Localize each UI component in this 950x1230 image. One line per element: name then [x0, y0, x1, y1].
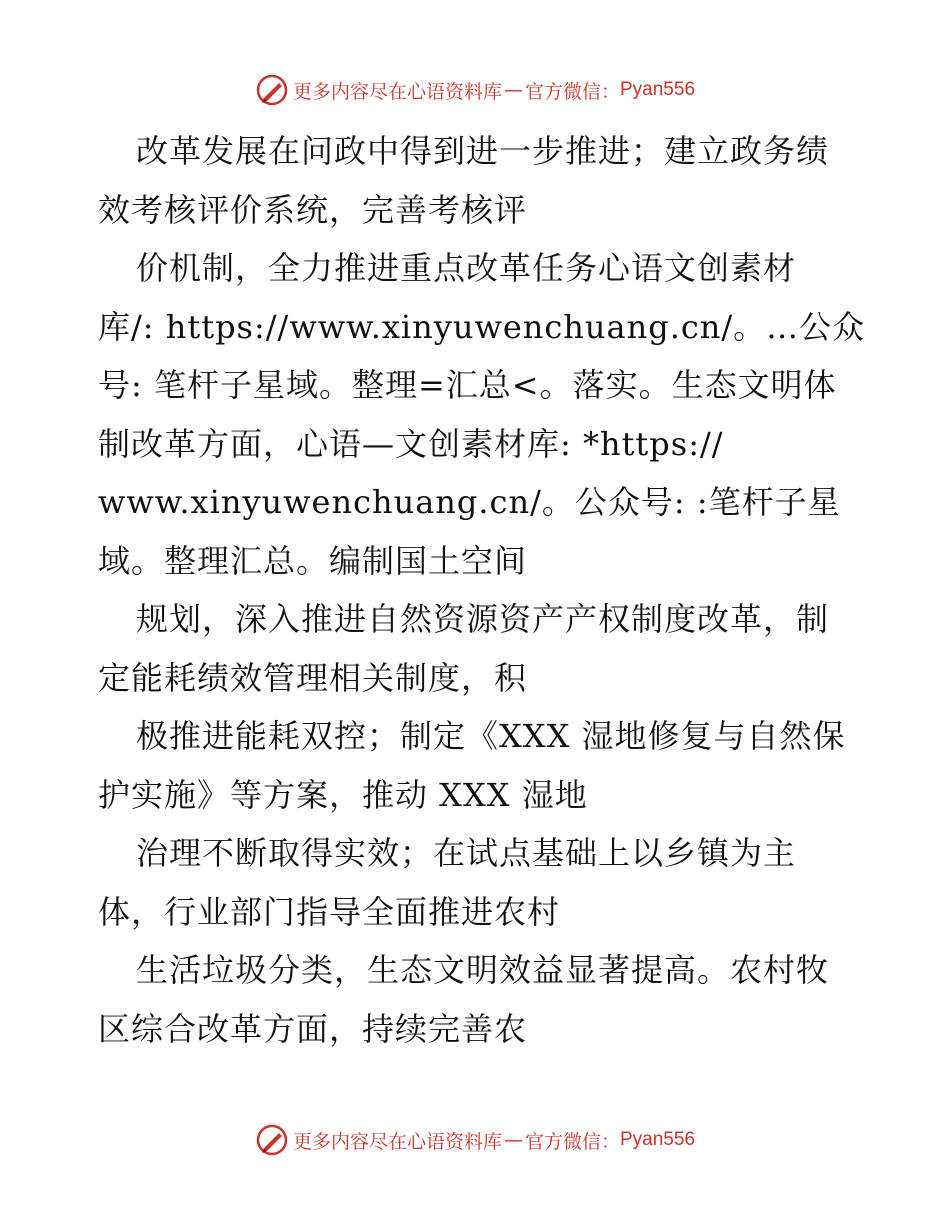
- text-line-15: 生活垃圾分类，生态文明效益显著提高。农村牧: [136, 951, 830, 989]
- header-title: 更多内容尽在心语资料库: [292, 80, 502, 103]
- header-dash: —: [503, 79, 523, 101]
- pen-logo-icon: [255, 73, 289, 107]
- text-line-14: 体，行业部门指导全面推进农村: [98, 892, 561, 931]
- footer-wechat-id: Pyan556: [620, 1129, 696, 1150]
- text-line-7: www.xinyuwenchuang.cn/。公众号: :笔杆子星: [98, 483, 841, 521]
- page-footer: [0, 1120, 950, 1160]
- text-line-16: 区综合改革方面，持续完善农: [98, 1009, 528, 1048]
- text-line-2: 效考核评价系统，完善考核评: [98, 190, 528, 229]
- text-line-11: 极推进能耗双控；制定《XXX 湿地修复与自然保: [136, 717, 846, 755]
- footer-title: 更多内容尽在心语资料库: [292, 1130, 502, 1153]
- text-line-13: 治理不断取得实效；在试点基础上以乡镇为主: [136, 834, 797, 872]
- text-line-9: 规划，深入推进自然资源资产产权制度改革，制: [136, 600, 830, 638]
- footer-dash: —: [503, 1129, 523, 1151]
- text-line-3: 价机制，全力推进重点改革任务心语文创素材: [136, 249, 797, 287]
- text-line-1: 改革发展在问政中得到进一步推进；建立政务绩: [136, 132, 830, 170]
- text-line-12: 护实施》等方案，推动 XXX 湿地: [98, 775, 588, 814]
- text-line-10: 定能耗绩效管理相关制度，积: [98, 658, 528, 697]
- header-wechat-label: 官方微信：: [524, 80, 620, 103]
- header-wechat-id: Pyan556: [620, 79, 696, 100]
- document-body: [98, 122, 866, 1058]
- text-line-5: 号: 笔杆子星域。整理=汇总<。落实。生态文明体: [98, 366, 837, 404]
- text-line-8: 域。整理汇总。编制国土空间: [98, 541, 528, 580]
- text-line-4: 库/: https://www.xinyuwenchuang.cn/。…公众: [98, 307, 866, 346]
- pen-logo-icon: [255, 1123, 289, 1157]
- page-header: [0, 70, 950, 110]
- footer-wechat-label: 官方微信：: [524, 1130, 620, 1153]
- text-line-6: 制改革方面，心语—文创素材库: *https://: [98, 424, 724, 463]
